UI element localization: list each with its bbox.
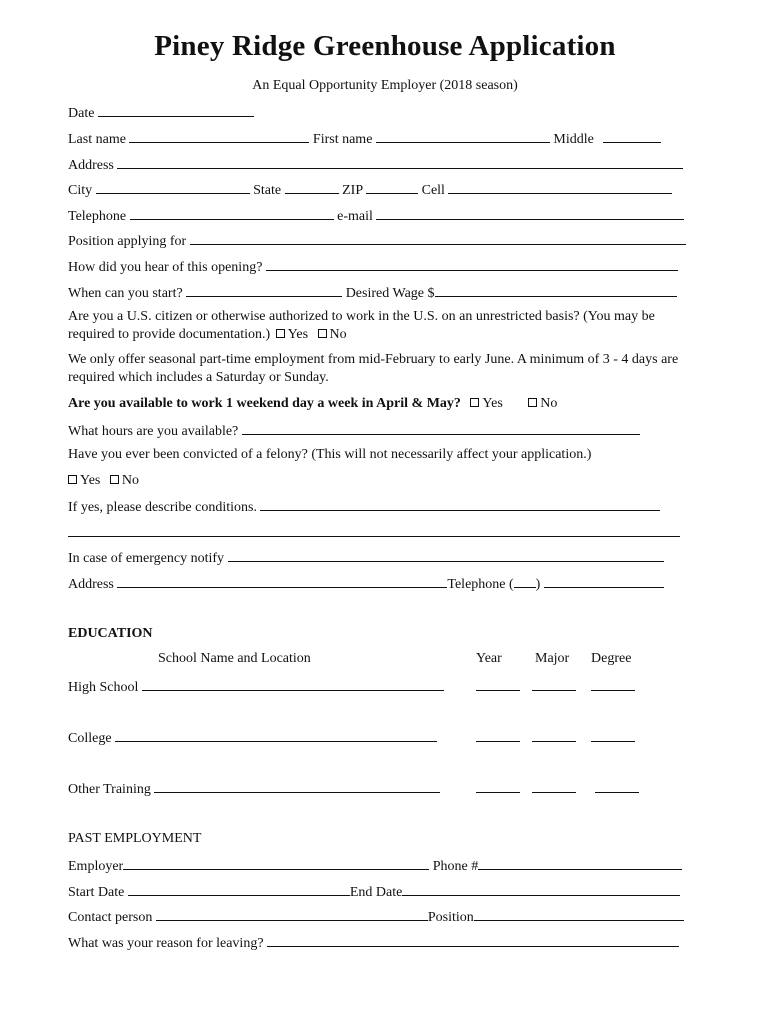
- state-label: State: [253, 183, 282, 198]
- date-field[interactable]: [98, 103, 254, 117]
- other-training-year-field[interactable]: [476, 779, 520, 793]
- start-label: When can you start?: [68, 286, 183, 301]
- felony-row: [68, 446, 591, 463]
- felony-yes-label: Yes: [80, 473, 101, 488]
- date-row: [68, 103, 254, 122]
- weekend-row: [68, 395, 557, 412]
- position-label: Position applying for: [68, 234, 187, 249]
- employer-label: Employer: [68, 859, 124, 874]
- employer-row: [68, 856, 682, 875]
- page-title: Piney Ridge Greenhouse Application: [154, 30, 616, 62]
- education-row-college: [68, 728, 437, 747]
- college-name-field[interactable]: [115, 728, 437, 742]
- citizen-no-label: No: [329, 327, 347, 342]
- high-school-name-field[interactable]: [142, 677, 444, 691]
- end-date-label: End Date: [349, 885, 403, 900]
- citizen-question: [68, 308, 698, 344]
- first-name-field[interactable]: [376, 129, 550, 143]
- contact-row: [68, 907, 684, 926]
- hours-label: What hours are you available?: [68, 424, 239, 439]
- heard-field[interactable]: [266, 257, 678, 271]
- middle-label: Middle: [553, 132, 594, 147]
- emergency-telephone-field[interactable]: [544, 574, 664, 588]
- other-training-major-field[interactable]: [532, 779, 576, 793]
- heard-label: How did you hear of this opening?: [68, 260, 263, 275]
- cell-field[interactable]: [448, 180, 672, 194]
- zip-label: ZIP: [342, 183, 363, 198]
- state-field[interactable]: [285, 180, 339, 194]
- city-label: City: [68, 183, 93, 198]
- felony-no-checkbox[interactable]: [110, 475, 119, 484]
- education-row-label: Other Training: [68, 782, 151, 797]
- start-row: [68, 283, 677, 302]
- felony-answer-row: [68, 472, 139, 489]
- employment-position-field[interactable]: [474, 907, 684, 921]
- citizen-yes-label: Yes: [287, 327, 309, 342]
- start-field[interactable]: [186, 283, 342, 297]
- other-training-cols: [476, 779, 639, 798]
- college-year-field[interactable]: [476, 728, 520, 742]
- conditions-row-2: [68, 523, 680, 542]
- reason-row: [68, 933, 679, 952]
- telephone-label: Telephone: [68, 209, 127, 224]
- hours-field[interactable]: [242, 421, 640, 435]
- last-name-field[interactable]: [129, 129, 309, 143]
- education-heading: EDUCATION: [68, 626, 153, 641]
- city-field[interactable]: [96, 180, 250, 194]
- high-school-degree-field[interactable]: [591, 677, 635, 691]
- weekend-yes-label: Yes: [482, 396, 503, 411]
- high-school-major-field[interactable]: [532, 677, 576, 691]
- contact-field[interactable]: [156, 907, 428, 921]
- city-row: [68, 180, 672, 199]
- wage-field[interactable]: [435, 283, 677, 297]
- conditions-row: [68, 497, 660, 516]
- college-cols: [476, 728, 635, 747]
- contact-label: Contact person: [68, 910, 153, 925]
- education-row-label: High School: [68, 680, 139, 695]
- weekend-question: Are you available to work 1 weekend day a week in April & May?: [68, 396, 461, 411]
- email-field[interactable]: [376, 206, 684, 220]
- emergency-address-row: [68, 574, 664, 593]
- date-label: Date: [68, 106, 95, 121]
- address-field[interactable]: [117, 155, 683, 169]
- conditions-label: If yes, please describe conditions.: [68, 500, 257, 515]
- employment-heading: PAST EMPLOYMENT: [68, 831, 202, 846]
- position-row: [68, 231, 686, 250]
- felony-no-label: No: [121, 473, 139, 488]
- education-col-school: School Name and Location: [158, 651, 311, 666]
- zip-field[interactable]: [366, 180, 418, 194]
- address-row: [68, 155, 683, 174]
- college-degree-field[interactable]: [591, 728, 635, 742]
- start-date-label: Start Date: [68, 885, 125, 900]
- emergency-field[interactable]: [228, 548, 664, 562]
- emergency-paren: ): [535, 577, 541, 592]
- education-col-major: Major: [535, 651, 570, 666]
- email-label: e-mail: [337, 209, 373, 224]
- college-major-field[interactable]: [532, 728, 576, 742]
- conditions-field[interactable]: [260, 497, 660, 511]
- first-name-label: First name: [312, 132, 373, 147]
- weekend-yes-checkbox[interactable]: [470, 398, 479, 407]
- page-subtitle: An Equal Opportunity Employer (2018 season): [252, 78, 518, 93]
- wage-label: Desired Wage $: [345, 286, 435, 301]
- start-date-field[interactable]: [128, 882, 350, 896]
- telephone-row: [68, 206, 684, 225]
- dates-row: [68, 882, 680, 901]
- felony-question: Have you ever been convicted of a felony? (This will not necessarily affect your application.): [68, 447, 592, 462]
- telephone-field[interactable]: [130, 206, 334, 220]
- last-name-label: Last name: [68, 132, 126, 147]
- reason-label: What was your reason for leaving?: [68, 936, 264, 951]
- name-row: [68, 129, 661, 148]
- end-date-field[interactable]: [402, 882, 680, 896]
- cell-label: Cell: [421, 183, 445, 198]
- phone-field[interactable]: [478, 856, 682, 870]
- citizen-text: Are you a U.S. citizen or otherwise authorized to work in the U.S. on an unrestricted basis? (You may be required to provide documentation.): [68, 309, 655, 342]
- emergency-row: [68, 548, 664, 567]
- education-row-high-school: [68, 677, 444, 696]
- position-field[interactable]: [190, 231, 686, 245]
- weekend-no-checkbox[interactable]: [528, 398, 537, 407]
- emergency-label: In case of emergency notify: [68, 551, 225, 566]
- other-training-name-field[interactable]: [154, 779, 440, 793]
- employment-position-label: Position: [427, 910, 474, 925]
- education-row-other-training: [68, 779, 440, 798]
- other-training-degree-field[interactable]: [595, 779, 639, 793]
- conditions-field-2[interactable]: [68, 523, 680, 537]
- felony-yes-checkbox[interactable]: [68, 475, 77, 484]
- weekend-no-label: No: [540, 396, 558, 411]
- emergency-area-code-field[interactable]: [514, 574, 536, 588]
- heard-row: [68, 257, 678, 276]
- emergency-telephone-label: Telephone (: [447, 577, 514, 592]
- citizen-yes-checkbox[interactable]: [276, 329, 285, 338]
- education-col-year: Year: [476, 651, 502, 666]
- address-label: Address: [68, 158, 114, 173]
- emergency-address-label: Address: [68, 577, 114, 592]
- reason-field[interactable]: [267, 933, 679, 947]
- middle-field[interactable]: [603, 129, 661, 143]
- seasonal-notice: We only offer seasonal part-time employment from mid-February to early June. A minimum of 3 - 4 days are required which includes a Saturday or Sunday.: [68, 352, 679, 385]
- employer-field[interactable]: [123, 856, 429, 870]
- education-row-label: College: [68, 731, 112, 746]
- emergency-address-field[interactable]: [117, 574, 447, 588]
- education-col-degree: Degree: [591, 651, 632, 666]
- citizen-no-checkbox[interactable]: [318, 329, 327, 338]
- hours-row: [68, 421, 640, 440]
- high-school-year-field[interactable]: [476, 677, 520, 691]
- phone-label: Phone #: [432, 859, 479, 874]
- high-school-cols: [476, 677, 635, 696]
